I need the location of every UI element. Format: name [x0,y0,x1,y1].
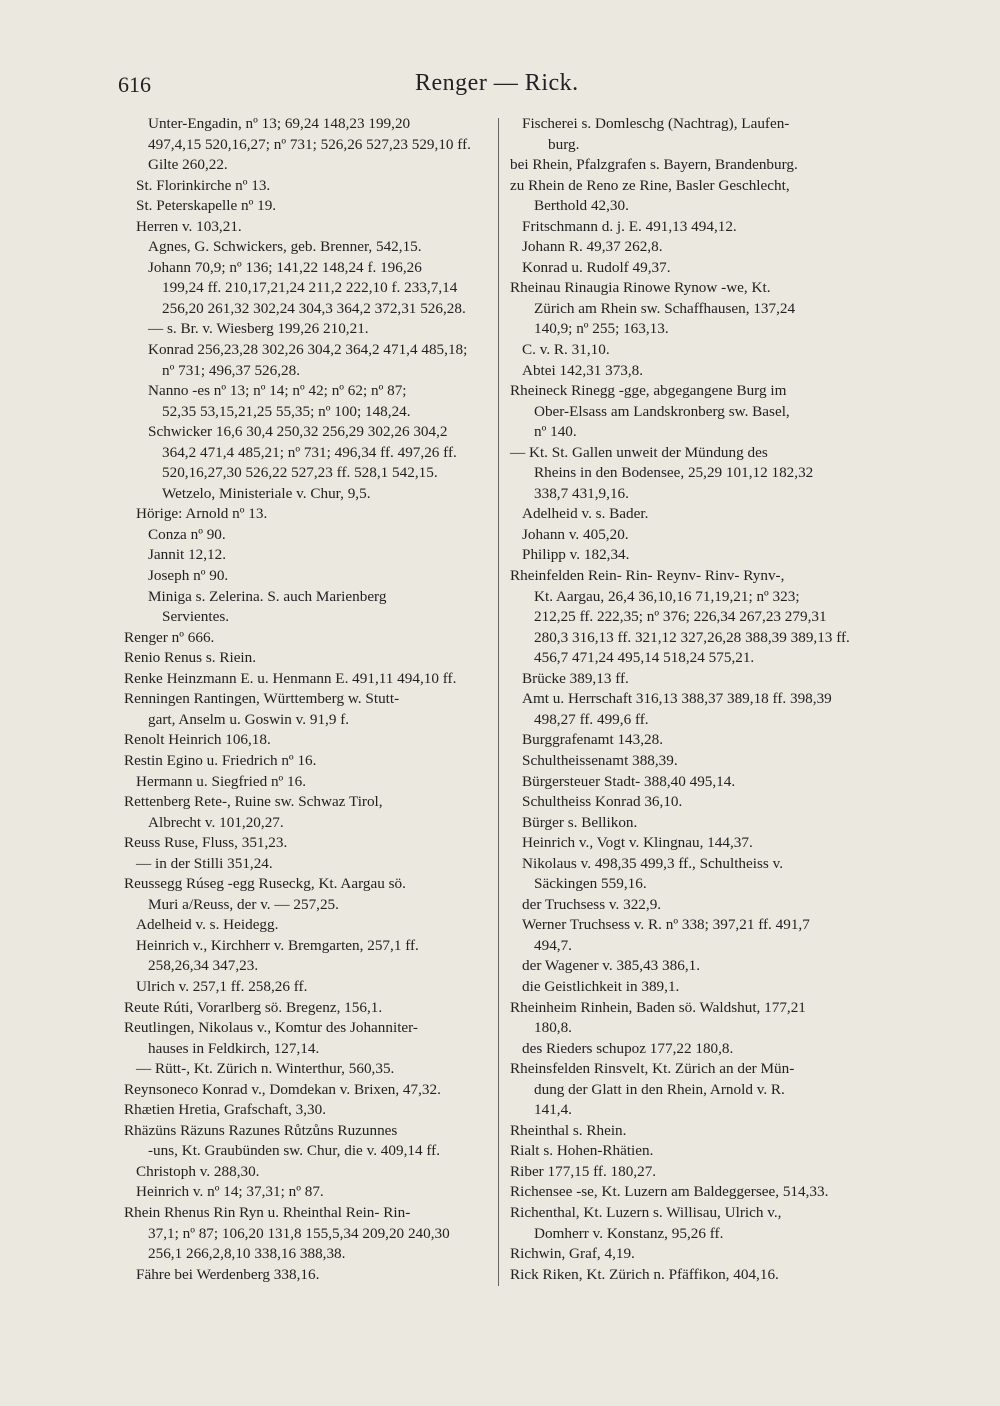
index-entry: Ulrich v. 257,1 ff. 258,26 ff. [136,977,308,995]
page-number: 616 [118,72,151,97]
index-entry: Rialt s. Hohen-Rhätien. [510,1142,654,1160]
index-entry: Reynsoneco Konrad v., Domdekan v. Brixen, 47,32. [124,1080,441,1098]
index-entry: Servientes. [162,608,230,626]
index-entry: -uns, Kt. Graubünden sw. Chur, die v. 409,14 ff. [148,1142,440,1160]
index-entry: nº 140. [534,423,577,441]
index-entry: Zürich am Rhein sw. Schaffhausen, 137,24 [534,299,796,317]
index-entry: 456,7 471,24 495,14 518,24 575,21. [534,649,755,667]
index-entry: 52,35 53,15,21,25 55,35; nº 100; 148,24. [162,402,411,420]
index-entry: Rheinfelden Rein- Rin- Reynv- Rinv- Rynv-, [510,567,785,585]
index-entry: Rettenberg Rete-, Ruine sw. Schwaz Tirol, [124,793,383,811]
index-entry: Herren v. 103,21. [136,217,242,235]
index-entry: Johann R. 49,37 262,8. [522,238,663,256]
index-entry: 256,1 266,2,8,10 338,16 388,38. [148,1245,346,1263]
index-entry: Fritschmann d. j. E. 491,13 494,12. [522,217,737,235]
index-entry: Konrad 256,23,28 302,26 304,2 364,2 471,4 485,18; [148,341,468,359]
right-column [510,114,882,1285]
index-entry: nº 731; 496,37 526,28. [162,361,301,379]
index-entry: Renger nº 666. [124,628,215,646]
index-entry: 520,16,27,30 526,22 527,23 ff. 528,1 542,15. [162,464,438,482]
index-entry: Renke Heinzmann E. u. Henmann E. 491,11 494,10 ff. [124,669,457,687]
index-entry: des Rieders schupoz 177,22 180,8. [522,1039,734,1057]
running-head: Renger — Rick. [415,70,579,96]
index-entry: Restin Egino u. Friedrich nº 16. [124,751,317,769]
index-entry: Joseph nº 90. [148,567,229,585]
index-entry: Muri a/Reuss, der v. — 257,25. [148,895,339,913]
index-entry: 494,7. [534,936,572,954]
index-entry: Fischerei s. Domleschg (Nachtrag), Laufen- [522,115,790,132]
index-entry: Bürgersteuer Stadt- 388,40 495,14. [522,772,736,790]
index-entry: Burggrafenamt 143,28. [522,731,664,749]
index-entry: Wetzelo, Ministeriale v. Chur, 9,5. [162,484,371,502]
index-entry: Rheinsfelden Rinsvelt, Kt. Zürich an der Mün- [510,1060,795,1078]
index-entry: der Truchsess v. 322,9. [522,895,662,913]
index-entry: Philipp v. 182,34. [522,546,630,564]
index-entry: Bürger s. Bellikon. [522,813,638,831]
index-entry: Christoph v. 288,30. [136,1162,260,1180]
index-entry: Fähre bei Werdenberg 338,16. [136,1265,320,1283]
index-entry: Agnes, G. Schwickers, geb. Brenner, 542,15. [148,238,422,256]
index-entry: Rhein Rhenus Rin Ryn u. Rheinthal Rein- Rin- [124,1203,411,1221]
index-entry: der Wagener v. 385,43 386,1. [522,957,701,975]
index-entry: 497,4,15 520,16,27; nº 731; 526,26 527,23 529,10 ff. [148,135,471,153]
index-entry: 280,3 316,13 ff. 321,12 327,26,28 388,39 389,13 ff. [534,628,850,646]
index-entry: — s. Br. v. Wiesberg 199,26 210,21. [148,320,369,338]
index-entry: — Kt. St. Gallen unweit der Mündung des [510,443,768,461]
index-entry: Conza nº 90. [148,525,226,543]
index-entry: Renningen Rantingen, Württemberg w. Stutt- [124,690,400,708]
index-entry: Nanno -es nº 13; nº 14; nº 42; nº 62; nº 87; [148,382,407,400]
index-entry: Schwicker 16,6 30,4 250,32 256,29 302,26 304,2 [148,423,448,441]
column-divider [498,118,499,1286]
index-entry: Amt u. Herrschaft 316,13 388,37 389,18 ff. 398,39 [522,690,832,708]
index-entry: St. Florinkirche nº 13. [136,176,271,194]
index-entry: 338,7 431,9,16. [534,484,629,502]
index-entry: Adelheid v. s. Heidegg. [136,916,279,934]
index-entry: Rheinheim Rinhein, Baden sö. Waldshut, 177,21 [510,998,806,1016]
index-entry: Säckingen 559,16. [534,875,647,893]
index-entry: 140,9; nº 255; 163,13. [534,320,669,338]
index-entry: 212,25 ff. 222,35; nº 376; 226,34 267,23 279,31 [534,608,827,626]
index-entry: 256,20 261,32 302,24 304,3 364,2 372,31 526,28. [162,299,466,317]
index-entry: Reuss Ruse, Fluss, 351,23. [124,834,288,852]
index-entry: Reutlingen, Nikolaus v., Komtur des Johanniter- [124,1019,418,1037]
index-entry: Albrecht v. 101,20,27. [148,813,284,831]
index-entry: Reute Rúti, Vorarlberg sö. Bregenz, 156,1. [124,998,383,1016]
index-entry: Renio Renus s. Riein. [124,649,257,667]
index-entry: Rhætien Hretia, Grafschaft, 3,30. [124,1101,327,1119]
index-entry: burg. [548,135,580,153]
index-entry: 498,27 ff. 499,6 ff. [534,710,649,728]
index-entry: Rheineck Rinegg -gge, abgegangene Burg im [510,382,787,400]
index-entry: 258,26,34 347,23. [148,957,259,975]
index-entry: 364,2 471,4 485,21; nº 731; 496,34 ff. 497,26 ff. [162,443,457,461]
index-entry: hauses in Feldkirch, 127,14. [148,1039,320,1057]
index-entry: dung der Glatt in den Rhein, Arnold v. R. [534,1080,785,1098]
index-entry: Heinrich v., Vogt v. Klingnau, 144,37. [522,834,753,852]
index-entry: Rheinthal s. Rhein. [510,1121,627,1139]
index-entry: Werner Truchsess v. R. nº 338; 397,21 ff. 491,7 [522,916,810,934]
index-entry: Richenthal, Kt. Luzern s. Willisau, Ulrich v., [510,1203,782,1221]
index-entry: 37,1; nº 87; 106,20 131,8 155,5,34 209,20 240,30 [148,1224,450,1242]
index-entry: Hörige: Arnold nº 13. [136,505,268,523]
index-entry: Hermann u. Siegfried nº 16. [136,772,307,790]
index-entry: 199,24 ff. 210,17,21,24 211,2 222,10 f. 233,7,14 [162,279,458,297]
index-entry: Rick Riken, Kt. Zürich n. Pfäffikon, 404,16. [510,1265,779,1283]
index-entry: Adelheid v. s. Bader. [522,505,649,523]
index-entry: Unter-Engadin, nº 13; 69,24 148,23 199,20 [148,115,411,132]
index-entry: Brücke 389,13 ff. [522,669,629,687]
index-entry: St. Peterskapelle nº 19. [136,197,277,215]
index-entry: Miniga s. Zelerina. S. auch Marienberg [148,587,387,605]
index-entry: gart, Anselm u. Goswin v. 91,9 f. [148,710,350,728]
index-entry: 141,4. [534,1101,572,1119]
index-entry: — Rütt-, Kt. Zürich n. Winterthur, 560,35. [136,1060,395,1078]
index-entry: Richensee -se, Kt. Luzern am Baldeggersee, 514,33. [510,1183,829,1201]
index-entry: Heinrich v., Kirchherr v. Bremgarten, 257,1 ff. [136,936,419,954]
index-entry: Johann v. 405,20. [522,525,629,543]
index-entry: Schultheissenamt 388,39. [522,751,678,769]
index-entry: Riber 177,15 ff. 180,27. [510,1162,657,1180]
index-entry: Nikolaus v. 498,35 499,3 ff., Schultheiss v. [522,854,783,872]
index-entry: Jannit 12,12. [148,546,227,564]
index-entry: Gilte 260,22. [148,156,228,174]
index-entry: zu Rhein de Reno ze Rine, Basler Geschlecht, [510,176,790,194]
index-entry: Renolt Heinrich 106,18. [124,731,271,749]
index-entry: Abtei 142,31 373,8. [522,361,644,379]
index-entry: Kt. Aargau, 26,4 36,10,16 71,19,21; nº 323; [534,587,800,605]
index-entry: Rhäzüns Räzuns Razunes Růtzůns Ruzunnes [124,1121,398,1139]
index-entry: Ober-Elsass am Landskronberg sw. Basel, [534,402,790,420]
left-column [124,114,486,1285]
index-entry: — in der Stilli 351,24. [136,854,273,872]
index-entry: die Geistlichkeit in 389,1. [522,977,680,995]
index-entry: Reussegg Rúseg -egg Ruseckg, Kt. Aargau sö. [124,875,406,893]
index-entry: Rheinau Rinaugia Rinowe Rynow -we, Kt. [510,279,771,297]
index-entry: C. v. R. 31,10. [522,341,610,359]
index-entry: Johann 70,9; nº 136; 141,22 148,24 f. 196,26 [148,258,422,276]
index-entry: Domherr v. Konstanz, 95,26 ff. [534,1224,724,1242]
index-entry: Konrad u. Rudolf 49,37. [522,258,671,276]
index-entry: Berthold 42,30. [534,197,629,215]
index-entry: 180,8. [534,1019,572,1037]
index-entry: Richwin, Graf, 4,19. [510,1245,635,1263]
index-entry: Schultheiss Konrad 36,10. [522,793,683,811]
index-entry: Rheins in den Bodensee, 25,29 101,12 182,32 [534,464,814,482]
index-entry: bei Rhein, Pfalzgrafen s. Bayern, Brandenburg. [510,156,798,174]
index-entry: Heinrich v. nº 14; 37,31; nº 87. [136,1183,324,1201]
